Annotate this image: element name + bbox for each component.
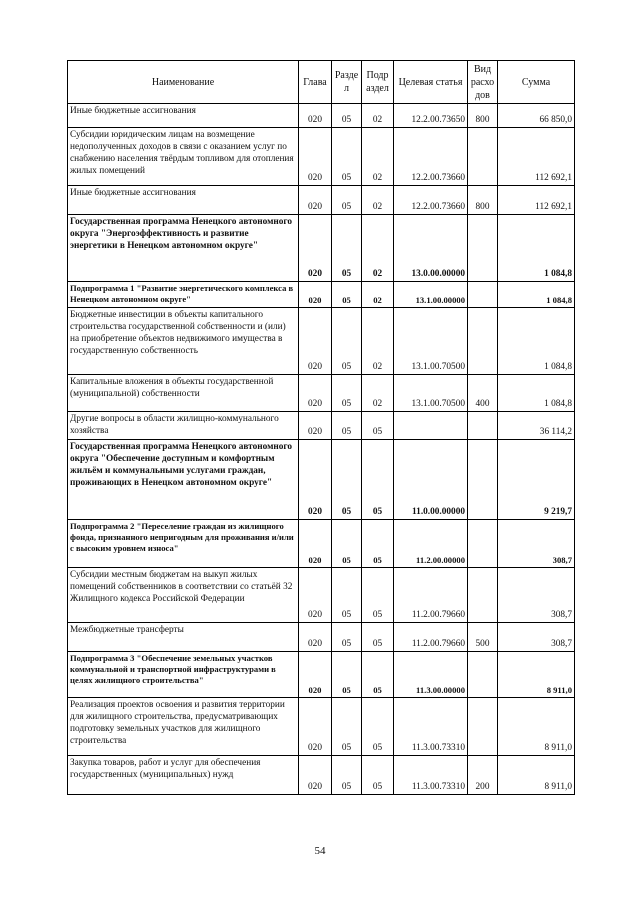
row-sum: 1 084,8 (498, 282, 575, 308)
row-podrazdel: 02 (362, 128, 394, 186)
row-target: 11.0.00.00000 (394, 440, 468, 520)
page-number: 54 (314, 845, 326, 857)
row-glava: 020 (299, 652, 332, 698)
row-podrazdel: 05 (362, 520, 394, 568)
row-target: 12.2.00.73660 (394, 186, 468, 215)
row-vid (468, 520, 498, 568)
row-target: 13.0.00.00000 (394, 215, 468, 282)
row-name: Субсидии юридическим лицам на возмещение недополученных доходов в связи с оказанием услуг по снабжению населения твёрдым топливом для отопления жилых помещений (68, 128, 299, 186)
table-row (68, 282, 575, 308)
row-target: 11.2.00.79660 (394, 623, 468, 652)
row-name: Иные бюджетные ассигнования (68, 186, 299, 215)
budget-table (67, 60, 575, 795)
row-podrazdel: 05 (362, 756, 394, 795)
row-podrazdel: 02 (362, 104, 394, 128)
row-vid (468, 215, 498, 282)
row-sum: 8 911,0 (498, 698, 575, 756)
table-row (68, 440, 575, 520)
row-razdel: 05 (332, 756, 362, 795)
row-glava: 020 (299, 282, 332, 308)
row-target: 11.2.00.00000 (394, 520, 468, 568)
table-row (68, 698, 575, 756)
table-row (68, 308, 575, 375)
row-podrazdel: 05 (362, 623, 394, 652)
row-glava: 020 (299, 186, 332, 215)
row-name: Межбюджетные трансферты (68, 623, 299, 652)
row-sum: 1 084,8 (498, 215, 575, 282)
row-name: Другие вопросы в области жилищно-коммунального хозяйства (68, 412, 299, 440)
row-target: 11.3.00.73310 (394, 698, 468, 756)
table-row (68, 568, 575, 623)
row-glava: 020 (299, 128, 332, 186)
header-podrazdel: Подр аздел (362, 61, 394, 104)
row-vid (468, 568, 498, 623)
row-podrazdel: 05 (362, 568, 394, 623)
row-vid: 500 (468, 623, 498, 652)
row-target: 11.3.00.00000 (394, 652, 468, 698)
row-vid: 200 (468, 756, 498, 795)
row-name: Иные бюджетные ассигнования (68, 104, 299, 128)
row-razdel: 05 (332, 520, 362, 568)
table-row (68, 520, 575, 568)
header-summa: Сумма (498, 61, 575, 104)
row-glava: 020 (299, 104, 332, 128)
row-razdel: 05 (332, 698, 362, 756)
row-sum: 1 084,8 (498, 308, 575, 375)
row-razdel: 05 (332, 308, 362, 375)
row-podrazdel: 05 (362, 698, 394, 756)
row-podrazdel: 05 (362, 440, 394, 520)
header-glava: Глава (299, 61, 332, 104)
table-row (68, 652, 575, 698)
row-glava: 020 (299, 520, 332, 568)
row-target (394, 412, 468, 440)
row-razdel: 05 (332, 623, 362, 652)
row-vid (468, 440, 498, 520)
row-sum: 308,7 (498, 520, 575, 568)
row-vid (468, 128, 498, 186)
header-target: Целевая статья (394, 61, 468, 104)
row-razdel: 05 (332, 412, 362, 440)
row-podrazdel: 02 (362, 215, 394, 282)
row-sum: 9 219,7 (498, 440, 575, 520)
row-glava: 020 (299, 756, 332, 795)
row-vid: 800 (468, 104, 498, 128)
table-row (68, 186, 575, 215)
row-sum: 1 084,8 (498, 375, 575, 412)
row-sum: 112 692,1 (498, 186, 575, 215)
row-sum: 36 114,2 (498, 412, 575, 440)
row-name: Подпрограмма 2 "Переселение граждан из жилищного фонда, признанного непригодным для проживания и/или с высоким уровнем износа" (68, 520, 299, 568)
table-row (68, 412, 575, 440)
table-row (68, 756, 575, 795)
row-target: 11.3.00.73310 (394, 756, 468, 795)
row-razdel: 05 (332, 440, 362, 520)
row-vid (468, 652, 498, 698)
row-target: 13.1.00.00000 (394, 282, 468, 308)
table-row (68, 215, 575, 282)
row-glava: 020 (299, 440, 332, 520)
row-sum: 308,7 (498, 623, 575, 652)
row-vid (468, 412, 498, 440)
row-podrazdel: 02 (362, 308, 394, 375)
table-row (68, 104, 575, 128)
row-glava: 020 (299, 215, 332, 282)
row-target: 13.1.00.70500 (394, 375, 468, 412)
row-vid: 400 (468, 375, 498, 412)
table-header-row (68, 61, 575, 104)
table-row (68, 128, 575, 186)
row-razdel: 05 (332, 375, 362, 412)
row-razdel: 05 (332, 652, 362, 698)
header-name: Наименование (68, 61, 299, 104)
row-glava: 020 (299, 308, 332, 375)
row-vid: 800 (468, 186, 498, 215)
row-sum: 8 911,0 (498, 756, 575, 795)
row-podrazdel: 02 (362, 375, 394, 412)
row-podrazdel: 02 (362, 282, 394, 308)
row-target: 13.1.00.70500 (394, 308, 468, 375)
row-sum: 8 911,0 (498, 652, 575, 698)
row-vid (468, 308, 498, 375)
row-vid (468, 282, 498, 308)
row-razdel: 05 (332, 104, 362, 128)
row-name: Государственная программа Ненецкого автономного округа "Обеспечение доступным и комфортным жильём и коммунальными услугами граждан, проживающих в Ненецком автономном округе" (68, 440, 299, 520)
row-glava: 020 (299, 375, 332, 412)
row-razdel: 05 (332, 186, 362, 215)
row-name: Субсидии местным бюджетам на выкуп жилых помещений собственников в соответствии со статьёй 32 Жилищного кодекса Российской Федерации (68, 568, 299, 623)
header-vid: Вид расхо дов (468, 61, 498, 104)
row-glava: 020 (299, 568, 332, 623)
row-glava: 020 (299, 698, 332, 756)
row-sum: 112 692,1 (498, 128, 575, 186)
row-name: Капитальные вложения в объекты государственной (муниципальной) собственности (68, 375, 299, 412)
row-glava: 020 (299, 623, 332, 652)
row-razdel: 05 (332, 282, 362, 308)
row-name: Реализация проектов освоения и развития территории для жилищного строительства, предусматривающих подготовку земельных участков для жилищного строительства (68, 698, 299, 756)
row-name: Подпрограмма 1 "Развитие энергетического комплекса в Ненецком автономном округе" (68, 282, 299, 308)
header-razdel: Разде л (332, 61, 362, 104)
row-target: 12.2.00.73650 (394, 104, 468, 128)
row-vid (468, 698, 498, 756)
table-row (68, 623, 575, 652)
table-row (68, 375, 575, 412)
row-razdel: 05 (332, 128, 362, 186)
row-razdel: 05 (332, 568, 362, 623)
row-name: Подпрограмма 3 "Обеспечение земельных участков коммунальной и транспортной инфраструктурами в целях жилищного строительства" (68, 652, 299, 698)
row-sum: 308,7 (498, 568, 575, 623)
row-glava: 020 (299, 412, 332, 440)
row-name: Закупка товаров, работ и услуг для обеспечения государственных (муниципальных) нужд (68, 756, 299, 795)
row-podrazdel: 02 (362, 186, 394, 215)
row-sum: 66 850,0 (498, 104, 575, 128)
row-name: Государственная программа Ненецкого автономного округа "Энергоэффективность и развитие энергетики в Ненецком автономном округе" (68, 215, 299, 282)
row-podrazdel: 05 (362, 412, 394, 440)
row-podrazdel: 05 (362, 652, 394, 698)
row-target: 12.2.00.73660 (394, 128, 468, 186)
row-target: 11.2.00.79660 (394, 568, 468, 623)
row-name: Бюджетные инвестиции в объекты капитального строительства государственной собственности и (или) на приобретение объектов недвижимого имущества в государственную собственность (68, 308, 299, 375)
row-razdel: 05 (332, 215, 362, 282)
